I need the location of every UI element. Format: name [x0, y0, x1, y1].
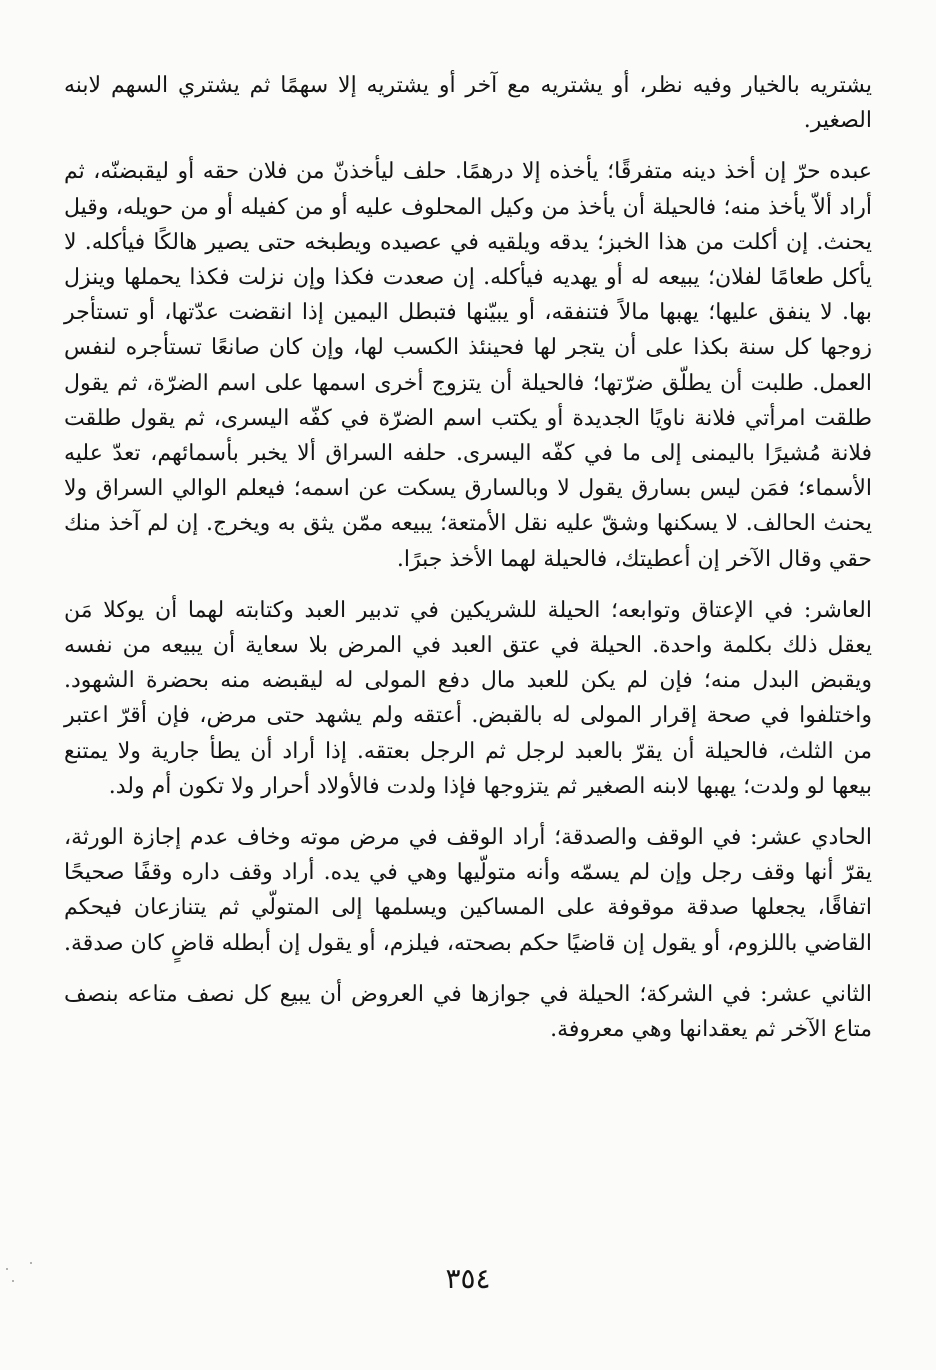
paragraph-oaths-stratagems: عبده حرّ إن أخذ دينه متفرقًا؛ يأخذه إلا درهمًا. حلف ليأخذنّ من فلان حقه أو ليقبضنّه، ثم أراد ألاّ يأخذ منه؛ فالحيلة أن يأخذ من وكيل المحلوف عليه أو من كفيله أو من حويله، وقيل يحنث. إن أكلت من هذا الخبز؛ يدقه ويلقيه في عصيده ويطبخه حتى يصير هالكًا فيأكله. لا يأكل طعامًا لفلان؛ يبيعه له أو يهديه فيأكله. إن صعدت فكذا وإن نزلت فكذا يحملها وينزل بها. لا ينفق عليها؛ يهبها مالاً فتنفقه، أو يبيّنها فتبطل اليمين إذا انقضت عدّتها، أو تستأجر زوجها كل سنة بكذا على أن يتجر لها فحينئذ الكسب لها، وإن كان صانعًا تستأجره لنفس العمل. طلبت أن يطلّق ضرّتها؛ فالحيلة أن يتزوج أخرى اسمها على اسم الضرّة، ثم يقول طلقت امرأتي فلانة ناويًا الجديدة أو يكتب اسم الضرّة في كفّه اليسرى، ثم يقول طلقت فلانة مُشيرًا باليمنى إلى ما في كفّه اليسرى. حلفه السراق ألا يخبر بأسمائهم، تعدّ عليه الأسماء؛ فمَن ليس بسارق يقول لا وبالسارق يسكت عن اسمه؛ فيعلم الوالي السراق ولا يحنث الحالف. لا يسكنها وشقّ عليه نقل الأمتعة؛ يبيعه ممّن يثق به ويخرج. إن لم آخذ منك حقي وقال الآخر إن أعطيتك، فالحيلة لهما الأخذ جبرًا. [64, 159, 872, 572]
paragraph-continuation: يشتريه بالخيار وفيه نظر، أو يشتريه مع آخر أو يشتريه إلا سهمًا ثم يشتري السهم لابنه الصغير. [64, 73, 872, 134]
page-number: ٣٥٤ [445, 1262, 491, 1295]
page-body-text [64, 68, 872, 1063]
paragraph-section-tenth-manumission: العاشر: في الإعتاق وتوابعه؛ الحيلة للشريكين في تدبير العبد وكتابته لهما أن يوكلا مَن يعقل ذلك بكلمة واحدة. الحيلة في عتق العبد في المرض بلا سعاية أن يبيعه من نفسه ويقبض البدل منه؛ فإن لم يكن للعبد مال دفع المولى له ليقبضه منه بحضرة الشهود. واختلفوا في صحة إقرار المولى له بالقبض. أعتقه ولم يشهد حتى مرض، فإن أقرّ اعتبر من الثلث، فالحيلة أن يقرّ بالعبد لرجل ثم الرجل بعتقه. إذا أراد أن يطأ جارية ولا يمتنع بيعها لو ولدت؛ يهبها لابنه الصغير ثم يتزوجها فإذا ولدت فالأولاد أحرار ولا تكون أم ولد. [64, 597, 872, 799]
scan-speck [6, 1268, 8, 1270]
scan-speck [12, 1280, 14, 1282]
paragraph-section-eleventh-endowment: الحادي عشر: في الوقف والصدقة؛ أراد الوقف في مرض موته وخاف عدم إجازة الورثة، يقرّ أنها وقف رجل وإن لم يسمّه وأنه متولّيها وهي في يده. أراد وقف داره وقفًا صحيحًا اتفاقًا، يجعلها صدقة موقوفة على المساكين ويسلمها إلى المتولّي ثم يتنازعان فيحكم القاضي باللزوم، أو يقول إن قاضيًا حكم بصحته، فيلزم، أو يقول إن أبطله قاضٍ كان صدقة. [64, 825, 872, 956]
scan-speck [30, 1262, 32, 1264]
paragraph-section-twelfth-partnership: الثاني عشر: في الشركة؛ الحيلة في جوازها في العروض أن يبيع كل نصف متاعه بنصف متاع الآخر ثم يعقدانها وهي معروفة. [64, 981, 872, 1043]
